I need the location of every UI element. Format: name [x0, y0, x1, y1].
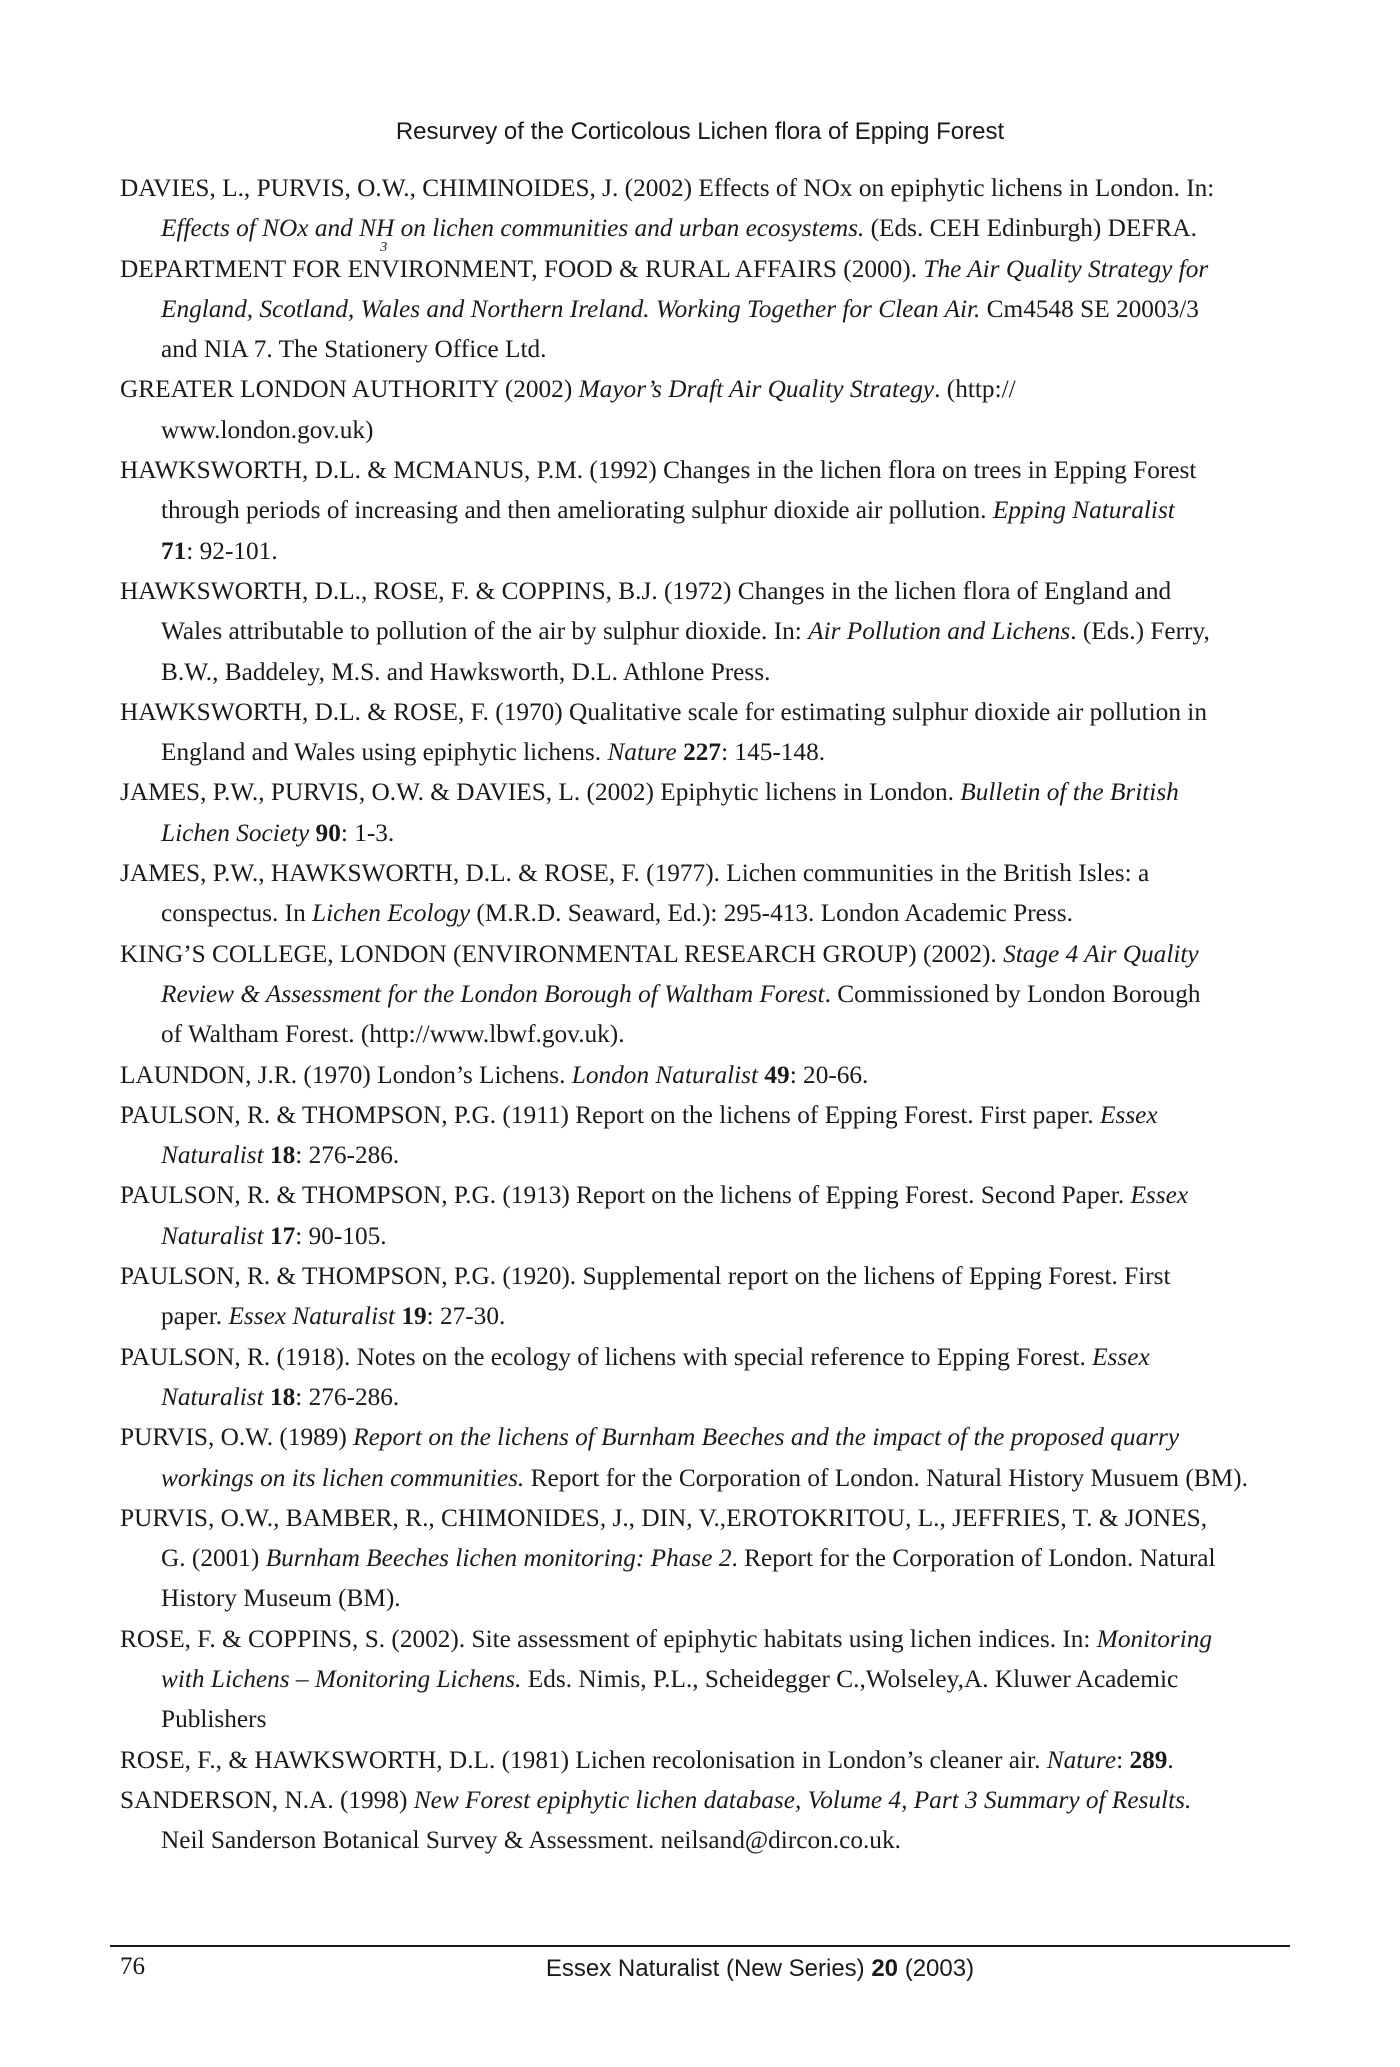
reference-line — [120, 1740, 1280, 1780]
reference-entry — [120, 1740, 1280, 1780]
reference-text: Publishers — [161, 1705, 267, 1734]
italic-title: Mayor’s Draft Air Quality Strategy — [578, 375, 935, 404]
reference-text: Wales attributable to pollution of the air by sulphur dioxide. In: — [161, 617, 809, 646]
reference-line — [120, 1055, 1280, 1095]
italic-title: Lichen Society — [161, 818, 310, 847]
volume-number: 18 — [269, 1141, 296, 1170]
italic-title: Lichen Ecology — [312, 899, 471, 928]
reference-text: Report for the Corporation of London. Natural History Musuem (BM). — [524, 1463, 1248, 1492]
reference-text: . (Eds.) Ferry, — [1070, 617, 1210, 646]
reference-entry — [120, 369, 1280, 450]
reference-text: : — [1116, 1745, 1130, 1774]
reference-line — [120, 1619, 1280, 1659]
reference-entry — [120, 1095, 1280, 1176]
italic-title: Essex — [1130, 1181, 1189, 1210]
italic-title: workings on its lichen communities. — [161, 1463, 525, 1492]
reference-line — [120, 813, 1280, 853]
reference-text: G. (2001) — [161, 1544, 266, 1573]
reference-line — [120, 1216, 1280, 1256]
reference-text: HAWKSWORTH, D.L., ROSE, F. & COPPINS, B.J. (1972) Changes in the lichen flora of England and — [120, 576, 1172, 605]
italic-title: The Air Quality Strategy for — [923, 254, 1209, 283]
italic-title: Burnham Beeches lichen monitoring: Phase 2 — [265, 1544, 732, 1573]
reference-line — [120, 1417, 1280, 1457]
italic-title: with Lichens – Monitoring Lichens. — [161, 1664, 522, 1693]
reference-entry — [120, 168, 1280, 256]
volume-number: 18 — [269, 1382, 296, 1411]
reference-text: : 90-105. — [295, 1221, 387, 1250]
reference-line — [120, 1820, 1280, 1860]
italic-title: New Forest epiphytic lichen database, Volume 4, Part 3 Summary of Results. — [413, 1785, 1192, 1814]
reference-text: DEPARTMENT FOR ENVIRONMENT, FOOD & RURAL AFFAIRS (2000). — [120, 254, 924, 283]
italic-title: Essex — [1100, 1100, 1158, 1129]
journal-citation — [460, 1955, 1060, 1983]
running-header: Resurvey of the Corticolous Lichen flora of Epping Forest — [395, 118, 1005, 145]
italic-title: Naturalist — [161, 1221, 264, 1250]
volume-number: 90 — [315, 818, 341, 847]
italic-title: Bulletin of the British — [960, 778, 1179, 807]
reference-entry — [120, 853, 1280, 934]
reference-text: ROSE, F. & COPPINS, S. (2002). Site assessment of epiphytic habitats using lichen indices. In: — [120, 1624, 1097, 1653]
reference-text: PAULSON, R. & THOMPSON, P.G. (1920). Supplemental report on the lichens of Epping Forest. First — [120, 1262, 1171, 1291]
reference-line — [120, 853, 1280, 893]
reference-line — [120, 1578, 1280, 1618]
reference-entry — [120, 450, 1280, 571]
reference-text: Neil Sanderson Botanical Survey & Assessment. neilsand@dircon.co.uk. — [161, 1826, 901, 1855]
reference-entry — [120, 1175, 1280, 1256]
reference-entry — [120, 1256, 1280, 1337]
reference-line — [120, 289, 1280, 329]
reference-text: JAMES, P.W., PURVIS, O.W. & DAVIES, L. (2002) Epiphytic lichens in London. — [120, 778, 961, 807]
reference-line — [120, 1337, 1280, 1377]
reference-text: : 276-286. — [295, 1382, 400, 1411]
reference-line — [120, 208, 1280, 256]
reference-line — [120, 1498, 1280, 1538]
volume-number: 227 — [683, 738, 722, 767]
reference-text: through periods of increasing and then ameliorating sulphur dioxide air pollution. — [161, 496, 993, 525]
reference-text: GREATER LONDON AUTHORITY (2002) — [120, 375, 579, 404]
reference-text: PAULSON, R. (1918). Notes on the ecology of lichens with special reference to Epping Forest. — [120, 1342, 1093, 1371]
reference-text: (M.R.D. Seaward, Ed.): 295-413. London Academic Press. — [470, 899, 1073, 928]
italic-title: Stage 4 Air Quality — [1003, 939, 1199, 968]
volume-number: 71 — [161, 536, 187, 565]
reference-entry — [120, 1619, 1280, 1740]
volume-number: 289 — [1129, 1745, 1168, 1774]
italic-title: Nature — [1046, 1745, 1117, 1774]
reference-entry — [120, 1337, 1280, 1418]
volume-number: 17 — [269, 1221, 296, 1250]
italic-title: Naturalist — [161, 1382, 264, 1411]
italic-title: England, Scotland, Wales and Northern Ireland. Working Together for Clean Air. — [161, 294, 981, 323]
reference-entry — [120, 1055, 1280, 1095]
reference-line — [120, 1699, 1280, 1739]
page-number: 76 — [120, 1953, 145, 1980]
reference-list — [120, 168, 1280, 1860]
reference-line — [120, 410, 1280, 450]
reference-text: History Museum (BM). — [161, 1584, 401, 1613]
reference-line — [120, 1095, 1280, 1135]
reference-text: . (http:// — [934, 375, 1016, 404]
volume-number: 49 — [764, 1060, 790, 1089]
reference-text: . — [1167, 1745, 1174, 1774]
reference-line — [120, 1538, 1280, 1578]
reference-text: Eds. Nimis, P.L., Scheidegger C.,Wolseley,A. Kluwer Academic — [521, 1664, 1179, 1693]
italic-title: Nature — [607, 738, 677, 767]
reference-text: KING’S COLLEGE, LONDON (ENVIRONMENTAL RESEARCH GROUP) (2002). — [120, 939, 1004, 968]
reference-line — [120, 772, 1280, 812]
italic-title: Essex Naturalist — [228, 1302, 395, 1331]
reference-text: : 20-66. — [789, 1060, 869, 1089]
italic-title: Report on the lichens of Burnham Beeches and the impact of the proposed quarry — [353, 1423, 1180, 1452]
italic-title: Air Pollution and Lichens — [808, 617, 1071, 646]
reference-line — [120, 249, 1280, 289]
reference-text: paper. — [161, 1302, 229, 1331]
reference-entry — [120, 1780, 1280, 1861]
reference-line — [120, 450, 1280, 490]
reference-text: : 27-30. — [426, 1302, 506, 1331]
reference-line — [120, 369, 1280, 409]
reference-line — [120, 692, 1280, 732]
reference-entry — [120, 571, 1280, 692]
italic-title: Review & Assessment for the London Borough of Waltham Forest — [161, 979, 825, 1008]
reference-text: DAVIES, L., PURVIS, O.W., CHIMINOIDES, J. (2002) Effects of NOx on epiphytic lichens in London. In: — [120, 174, 1215, 202]
reference-line — [120, 1135, 1280, 1175]
reference-text: conspectus. In — [161, 899, 313, 928]
reference-line — [120, 1256, 1280, 1296]
italic-title: on lichen communities and urban ecosystems. — [394, 214, 865, 243]
reference-text: www.london.gov.uk) — [161, 415, 374, 444]
reference-line — [120, 1377, 1280, 1417]
reference-line — [120, 732, 1280, 772]
reference-text: LAUNDON, J.R. (1970) London’s Lichens. — [120, 1060, 572, 1089]
reference-line — [120, 571, 1280, 611]
reference-entry — [120, 772, 1280, 853]
reference-line — [120, 934, 1280, 974]
reference-entry — [120, 692, 1280, 773]
reference-line — [120, 329, 1280, 369]
reference-text: PAULSON, R. & THOMPSON, P.G. (1911) Report on the lichens of Epping Forest. First paper. — [120, 1100, 1101, 1129]
italic-title: London Naturalist — [571, 1060, 759, 1089]
reference-text: (Eds. CEH Edinburgh) DEFRA. — [864, 214, 1197, 243]
reference-text: PURVIS, O.W. (1989) — [120, 1423, 354, 1452]
journal-year: (2003) — [898, 1955, 975, 1982]
reference-line — [120, 611, 1280, 651]
reference-line — [120, 490, 1280, 530]
volume-number: 19 — [401, 1302, 427, 1331]
reference-line — [120, 893, 1280, 933]
reference-text: : 276-286. — [295, 1141, 400, 1170]
reference-text: HAWKSWORTH, D.L. & ROSE, F. (1970) Qualitative scale for estimating sulphur dioxide air pollution in — [120, 697, 1207, 726]
reference-line — [120, 1175, 1280, 1215]
reference-line — [120, 1780, 1280, 1820]
reference-text: B.W., Baddeley, M.S. and Hawksworth, D.L. Athlone Press. — [161, 657, 771, 686]
reference-text: SANDERSON, N.A. (1998) — [120, 1785, 414, 1814]
reference-text: PAULSON, R. & THOMPSON, P.G. (1913) Report on the lichens of Epping Forest. Second Paper. — [120, 1181, 1131, 1210]
italic-title: Effects of NOx and NH — [161, 214, 395, 243]
reference-line — [120, 974, 1280, 1014]
subscript-digit: 3 — [380, 240, 388, 256]
reference-text: : 92-101. — [186, 536, 278, 565]
reference-line — [120, 168, 1280, 208]
italic-title: Naturalist — [161, 1141, 264, 1170]
reference-text: . Report for the Corporation of London. Natural — [731, 1544, 1216, 1573]
reference-entry — [120, 249, 1280, 370]
reference-entry — [120, 1417, 1280, 1498]
reference-text: PURVIS, O.W., BAMBER, R., CHIMONIDES, J., DIN, V.,EROTOKRITOU, L., JEFFRIES, T. & JONES, — [120, 1503, 1208, 1532]
reference-entry — [120, 1498, 1280, 1619]
reference-text: : 1-3. — [340, 818, 395, 847]
reference-line — [120, 1296, 1280, 1336]
reference-text: and NIA 7. The Stationery Office Ltd. — [161, 335, 547, 364]
reference-text: HAWKSWORTH, D.L. & MCMANUS, P.M. (1992) Changes in the lichen flora on trees in Epping Forest — [120, 456, 1197, 485]
italic-title: Essex — [1092, 1342, 1150, 1371]
reference-text: . Commissioned by London Borough — [824, 979, 1201, 1008]
italic-title: Monitoring — [1096, 1624, 1213, 1653]
footer-divider — [110, 1945, 1290, 1947]
reference-text: : 145-148. — [721, 738, 826, 767]
reference-line — [120, 531, 1280, 571]
reference-text: Cm4548 SE 20003/3 — [980, 294, 1199, 323]
reference-text: of Waltham Forest. (http://www.lbwf.gov.uk). — [161, 1020, 625, 1049]
journal-volume: 20 — [871, 1955, 899, 1982]
reference-entry — [120, 934, 1280, 1055]
reference-line — [120, 652, 1280, 692]
reference-text: JAMES, P.W., HAWKSWORTH, D.L. & ROSE, F. (1977). Lichen communities in the British Isles: a — [120, 859, 1150, 888]
reference-line — [120, 1659, 1280, 1699]
reference-text: England and Wales using epiphytic lichens. — [161, 738, 608, 767]
reference-line — [120, 1014, 1280, 1054]
italic-title: Epping Naturalist — [992, 496, 1175, 525]
reference-line — [120, 1458, 1280, 1498]
reference-text: ROSE, F., & HAWKSWORTH, D.L. (1981) Lichen recolonisation in London’s cleaner air. — [120, 1745, 1047, 1774]
journal-name: Essex Naturalist (New Series) — [545, 1955, 872, 1982]
